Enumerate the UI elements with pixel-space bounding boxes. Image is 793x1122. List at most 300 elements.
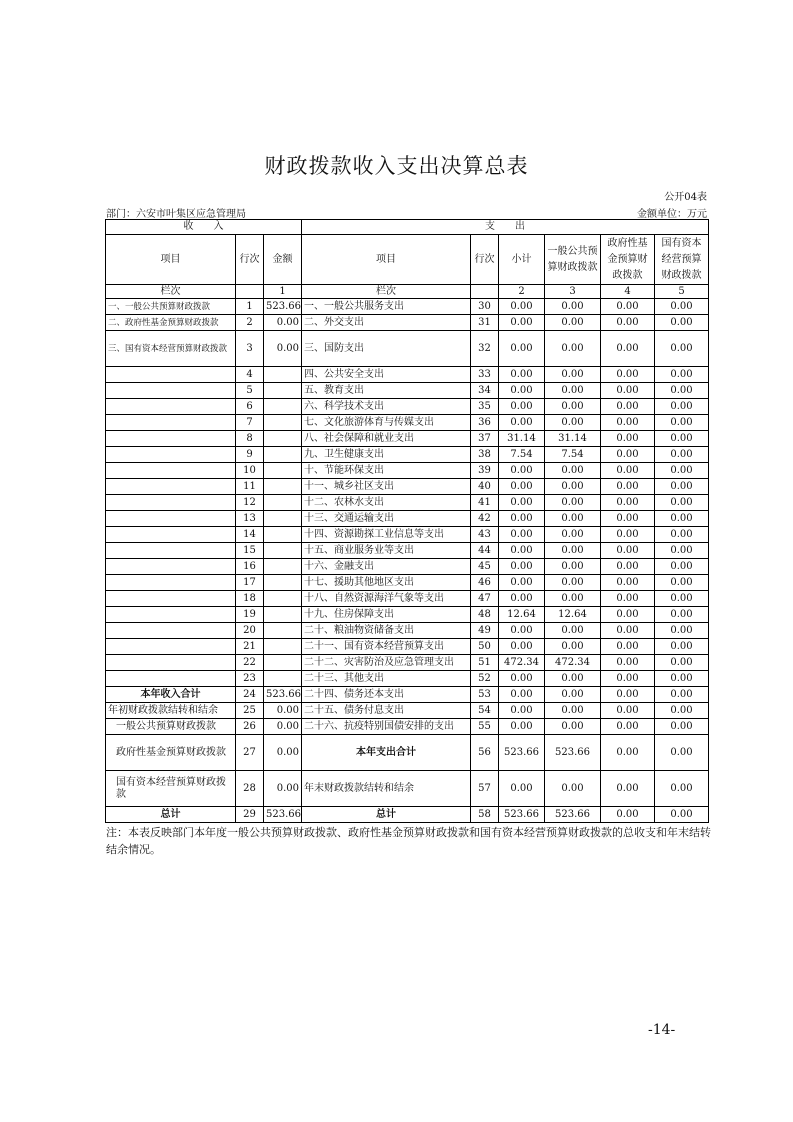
expense-item: 十二、农林水支出 xyxy=(302,495,471,511)
gov-fund-value: 0.00 xyxy=(601,703,655,719)
table-row xyxy=(106,479,709,495)
state-capital-value: 0.00 xyxy=(655,575,709,591)
expense-line-no: 41 xyxy=(471,495,499,511)
income-item-header: 项目 xyxy=(106,235,236,285)
income-item xyxy=(106,655,236,671)
income-column-row-label: 栏次 xyxy=(106,285,236,299)
expense-line-no: 54 xyxy=(471,703,499,719)
general-budget-value: 472.34 xyxy=(545,655,601,671)
table-row xyxy=(106,735,709,771)
income-item: 国有资本经营预算财政拨款 xyxy=(106,771,236,807)
table-row xyxy=(106,431,709,447)
table-row xyxy=(106,511,709,527)
gov-fund-value: 0.00 xyxy=(601,719,655,735)
income-line-no: 28 xyxy=(236,771,264,807)
expense-line-no: 44 xyxy=(471,543,499,559)
income-amount xyxy=(264,511,302,527)
gov-fund-value: 0.00 xyxy=(601,575,655,591)
table-row xyxy=(106,771,709,807)
general-budget-value: 0.00 xyxy=(545,331,601,367)
state-capital-value: 0.00 xyxy=(655,463,709,479)
income-line-no: 15 xyxy=(236,543,264,559)
expense-line-no: 33 xyxy=(471,367,499,383)
expense-item: 十六、金融支出 xyxy=(302,559,471,575)
income-amount xyxy=(264,479,302,495)
income-amount xyxy=(264,431,302,447)
column-number: 4 xyxy=(601,285,655,299)
subtotal-value: 0.00 xyxy=(499,479,545,495)
gov-fund-value: 0.00 xyxy=(601,771,655,807)
gov-fund-value: 0.00 xyxy=(601,511,655,527)
subtotal-value: 523.66 xyxy=(499,735,545,771)
expense-item: 十、节能环保支出 xyxy=(302,463,471,479)
income-item xyxy=(106,367,236,383)
income-item xyxy=(106,575,236,591)
table-row xyxy=(106,543,709,559)
subtotal-value: 12.64 xyxy=(499,607,545,623)
expense-line-no: 39 xyxy=(471,463,499,479)
expense-item-header: 项目 xyxy=(302,235,471,285)
income-line-no: 24 xyxy=(236,687,264,703)
income-line-no: 17 xyxy=(236,575,264,591)
income-line-no: 1 xyxy=(236,299,264,315)
income-amount xyxy=(264,655,302,671)
gov-fund-value: 0.00 xyxy=(601,479,655,495)
expense-line-no: 46 xyxy=(471,575,499,591)
state-capital-value: 0.00 xyxy=(655,447,709,463)
income-line-no: 7 xyxy=(236,415,264,431)
subtotal-value: 0.00 xyxy=(499,331,545,367)
state-capital-value: 0.00 xyxy=(655,735,709,771)
general-budget-value: 523.66 xyxy=(545,735,601,771)
expense-line-no: 35 xyxy=(471,399,499,415)
gov-fund-value: 0.00 xyxy=(601,463,655,479)
table-row xyxy=(106,399,709,415)
income-item xyxy=(106,383,236,399)
gov-fund-value: 0.00 xyxy=(601,331,655,367)
income-amount xyxy=(264,607,302,623)
expense-item: 二十五、债务付息支出 xyxy=(302,703,471,719)
expense-item: 九、卫生健康支出 xyxy=(302,447,471,463)
expense-item: 二十三、其他支出 xyxy=(302,671,471,687)
table-row xyxy=(106,463,709,479)
subtotal-value: 0.00 xyxy=(499,543,545,559)
general-budget-value: 0.00 xyxy=(545,383,601,399)
gov-fund-value: 0.00 xyxy=(601,543,655,559)
expense-header: 支 出 xyxy=(302,220,709,235)
general-budget-value: 0.00 xyxy=(545,703,601,719)
income-item xyxy=(106,415,236,431)
general-budget-value: 0.00 xyxy=(545,575,601,591)
state-capital-value: 0.00 xyxy=(655,367,709,383)
income-line-no: 13 xyxy=(236,511,264,527)
income-line-no: 21 xyxy=(236,639,264,655)
general-budget-value: 0.00 xyxy=(545,479,601,495)
expense-line-no: 57 xyxy=(471,771,499,807)
gov-fund-value: 0.00 xyxy=(601,639,655,655)
subtotal-value: 0.00 xyxy=(499,511,545,527)
income-amount xyxy=(264,527,302,543)
form-number: 公开04表 xyxy=(664,192,707,203)
state-capital-value: 0.00 xyxy=(655,511,709,527)
expense-item: 二十六、抗疫特别国债安排的支出 xyxy=(302,719,471,735)
expense-item: 十五、商业服务业等支出 xyxy=(302,543,471,559)
income-amount xyxy=(264,591,302,607)
subtotal-value: 0.00 xyxy=(499,719,545,735)
expense-item: 二十二、灾害防治及应急管理支出 xyxy=(302,655,471,671)
gov-fund-value: 0.00 xyxy=(601,655,655,671)
gov-fund-value: 0.00 xyxy=(601,527,655,543)
expense-item: 总计 xyxy=(302,807,471,823)
general-budget-value: 12.64 xyxy=(545,607,601,623)
state-capital-value: 0.00 xyxy=(655,431,709,447)
income-amount xyxy=(264,495,302,511)
table-row xyxy=(106,687,709,703)
expense-line-no: 31 xyxy=(471,315,499,331)
gov-fund-value: 0.00 xyxy=(601,299,655,315)
gov-fund-value: 0.00 xyxy=(601,399,655,415)
expense-column-row-label: 栏次 xyxy=(302,285,471,299)
state-capital-value: 0.00 xyxy=(655,495,709,511)
table-row xyxy=(106,591,709,607)
table-row xyxy=(106,367,709,383)
gov-fund-value: 0.00 xyxy=(601,415,655,431)
state-capital-value: 0.00 xyxy=(655,299,709,315)
income-item xyxy=(106,623,236,639)
expense-line-no: 36 xyxy=(471,415,499,431)
subtotal-value: 0.00 xyxy=(499,575,545,591)
general-budget-value: 0.00 xyxy=(545,367,601,383)
subtotal-value: 0.00 xyxy=(499,771,545,807)
income-item xyxy=(106,559,236,575)
income-line-no: 12 xyxy=(236,495,264,511)
state-capital-value: 0.00 xyxy=(655,807,709,823)
state-capital-value: 0.00 xyxy=(655,559,709,575)
income-item xyxy=(106,447,236,463)
general-budget-value: 0.00 xyxy=(545,495,601,511)
expense-item: 二、外交支出 xyxy=(302,315,471,331)
subtotal-value: 0.00 xyxy=(499,591,545,607)
column-number: 2 xyxy=(499,285,545,299)
income-line-no: 2 xyxy=(236,315,264,331)
general-budget-value: 523.66 xyxy=(545,807,601,823)
subtotal-value: 472.34 xyxy=(499,655,545,671)
expense-item: 本年支出合计 xyxy=(302,735,471,771)
general-budget-value: 0.00 xyxy=(545,463,601,479)
subtotal-value: 31.14 xyxy=(499,431,545,447)
income-item xyxy=(106,639,236,655)
income-item xyxy=(106,431,236,447)
income-item xyxy=(106,479,236,495)
general-budget-value: 7.54 xyxy=(545,447,601,463)
expense-item: 六、科学技术支出 xyxy=(302,399,471,415)
table-row xyxy=(106,527,709,543)
general-budget-value: 0.00 xyxy=(545,719,601,735)
gov-fund-value: 0.00 xyxy=(601,591,655,607)
income-line-no: 3 xyxy=(236,331,264,367)
income-line-no: 22 xyxy=(236,655,264,671)
table-row xyxy=(106,559,709,575)
expense-item: 年末财政拨款结转和结余 xyxy=(302,771,471,807)
column-number: 3 xyxy=(545,285,601,299)
subtotal-value: 0.00 xyxy=(499,367,545,383)
expense-line-no: 56 xyxy=(471,735,499,771)
subtotal-value: 0.00 xyxy=(499,383,545,399)
general-budget-value: 0.00 xyxy=(545,623,601,639)
state-capital-value: 0.00 xyxy=(655,623,709,639)
income-item xyxy=(106,527,236,543)
subtotal-value: 0.00 xyxy=(499,463,545,479)
income-line-no: 8 xyxy=(236,431,264,447)
state-capital-value: 0.00 xyxy=(655,543,709,559)
general-budget-value: 0.00 xyxy=(545,771,601,807)
gov-fund-value: 0.00 xyxy=(601,315,655,331)
subtotal-value: 0.00 xyxy=(499,559,545,575)
state-capital-value: 0.00 xyxy=(655,687,709,703)
general-budget-header: 一般公共预算财政拨款 xyxy=(545,235,601,285)
expense-line-no: 51 xyxy=(471,655,499,671)
general-budget-value: 0.00 xyxy=(545,527,601,543)
expense-item: 二十一、国有资本经营预算支出 xyxy=(302,639,471,655)
subtotal-value: 7.54 xyxy=(499,447,545,463)
income-amount: 0.00 xyxy=(264,331,302,367)
gov-fund-value: 0.00 xyxy=(601,495,655,511)
income-amount: 0.00 xyxy=(264,315,302,331)
expense-line-no: 43 xyxy=(471,527,499,543)
expense-item: 十九、住房保障支出 xyxy=(302,607,471,623)
subtotal-value: 0.00 xyxy=(499,671,545,687)
income-header: 收 入 xyxy=(106,220,302,235)
expense-item: 一、一般公共服务支出 xyxy=(302,299,471,315)
expense-line-no: 47 xyxy=(471,591,499,607)
page-number: -14- xyxy=(648,1022,676,1038)
table-row xyxy=(106,623,709,639)
table-row xyxy=(106,331,709,367)
state-capital-value: 0.00 xyxy=(655,331,709,367)
expense-line-no: 48 xyxy=(471,607,499,623)
income-item xyxy=(106,463,236,479)
state-capital-value: 0.00 xyxy=(655,479,709,495)
expense-line-no: 30 xyxy=(471,299,499,315)
state-capital-value: 0.00 xyxy=(655,703,709,719)
subtotal-value: 0.00 xyxy=(499,623,545,639)
expense-line-no: 45 xyxy=(471,559,499,575)
state-capital-value: 0.00 xyxy=(655,415,709,431)
income-line-no: 19 xyxy=(236,607,264,623)
table-row xyxy=(106,415,709,431)
subtotal-value: 0.00 xyxy=(499,299,545,315)
income-amount-header: 金额 xyxy=(264,235,302,285)
income-amount xyxy=(264,399,302,415)
income-line-no: 27 xyxy=(236,735,264,771)
income-amount xyxy=(264,623,302,639)
general-budget-value: 0.00 xyxy=(545,687,601,703)
column-number: 1 xyxy=(264,285,302,299)
income-amount: 0.00 xyxy=(264,719,302,735)
income-line-no: 9 xyxy=(236,447,264,463)
income-line-no: 29 xyxy=(236,807,264,823)
income-item xyxy=(106,591,236,607)
subtotal-value: 0.00 xyxy=(499,527,545,543)
expense-line-no: 52 xyxy=(471,671,499,687)
gov-fund-value: 0.00 xyxy=(601,559,655,575)
state-capital-value: 0.00 xyxy=(655,399,709,415)
gov-fund-value: 0.00 xyxy=(601,807,655,823)
general-budget-value: 0.00 xyxy=(545,299,601,315)
income-line-no: 25 xyxy=(236,703,264,719)
income-line-no: 16 xyxy=(236,559,264,575)
general-budget-value: 0.00 xyxy=(545,559,601,575)
income-line-no: 14 xyxy=(236,527,264,543)
income-line-no: 5 xyxy=(236,383,264,399)
gov-fund-value: 0.00 xyxy=(601,623,655,639)
subtotal-value: 0.00 xyxy=(499,703,545,719)
expense-item: 十四、资源勘探工业信息等支出 xyxy=(302,527,471,543)
income-item: 总计 xyxy=(106,807,236,823)
table-row xyxy=(106,495,709,511)
expense-item: 十八、自然资源海洋气象等支出 xyxy=(302,591,471,607)
gov-fund-header: 政府性基金预算财政拨款 xyxy=(601,235,655,285)
subtotal-value: 0.00 xyxy=(499,639,545,655)
table-row xyxy=(106,299,709,315)
fiscal-allocation-table xyxy=(105,219,709,823)
state-capital-value: 0.00 xyxy=(655,771,709,807)
income-item: 政府性基金预算财政拨款 xyxy=(106,735,236,771)
expense-line-no: 37 xyxy=(471,431,499,447)
subtotal-header: 小计 xyxy=(499,235,545,285)
expense-line-no: 32 xyxy=(471,331,499,367)
expense-item: 四、公共安全支出 xyxy=(302,367,471,383)
general-budget-value: 0.00 xyxy=(545,399,601,415)
expense-line-no: 50 xyxy=(471,639,499,655)
income-line-no: 10 xyxy=(236,463,264,479)
amount-unit-label: 金额单位：万元 xyxy=(637,209,707,220)
table-row xyxy=(106,639,709,655)
income-amount xyxy=(264,383,302,399)
gov-fund-value: 0.00 xyxy=(601,431,655,447)
expense-line-no: 58 xyxy=(471,807,499,823)
income-line-no: 23 xyxy=(236,671,264,687)
gov-fund-value: 0.00 xyxy=(601,607,655,623)
state-capital-value: 0.00 xyxy=(655,591,709,607)
department-label: 部门：六安市叶集区应急管理局 xyxy=(106,209,246,220)
subtotal-value: 0.00 xyxy=(499,399,545,415)
state-capital-value: 0.00 xyxy=(655,719,709,735)
income-line-no: 11 xyxy=(236,479,264,495)
state-capital-value: 0.00 xyxy=(655,607,709,623)
expense-line-no: 40 xyxy=(471,479,499,495)
table-row xyxy=(106,807,709,823)
income-item xyxy=(106,511,236,527)
table-row xyxy=(106,447,709,463)
income-amount: 0.00 xyxy=(264,703,302,719)
expense-item: 八、社会保障和就业支出 xyxy=(302,431,471,447)
income-amount xyxy=(264,575,302,591)
expense-line-no: 42 xyxy=(471,511,499,527)
income-line-no: 18 xyxy=(236,591,264,607)
subtotal-value: 0.00 xyxy=(499,415,545,431)
expense-line-no: 49 xyxy=(471,623,499,639)
income-item xyxy=(106,607,236,623)
income-amount xyxy=(264,415,302,431)
income-item: 一般公共预算财政拨款 xyxy=(106,719,236,735)
expense-item: 二十四、债务还本支出 xyxy=(302,687,471,703)
income-item: 三、国有资本经营预算财政拨款 xyxy=(106,331,236,367)
income-line-no: 26 xyxy=(236,719,264,735)
expense-item: 十一、城乡社区支出 xyxy=(302,479,471,495)
income-amount xyxy=(264,671,302,687)
income-line-no: 4 xyxy=(236,367,264,383)
general-budget-value: 0.00 xyxy=(545,415,601,431)
income-line-no: 6 xyxy=(236,399,264,415)
income-item xyxy=(106,399,236,415)
income-amount: 0.00 xyxy=(264,771,302,807)
expense-item: 二十、粮油物资储备支出 xyxy=(302,623,471,639)
income-amount xyxy=(264,463,302,479)
state-capital-value: 0.00 xyxy=(655,639,709,655)
income-item: 一、一般公共预算财政拨款 xyxy=(106,299,236,315)
gov-fund-value: 0.00 xyxy=(601,447,655,463)
gov-fund-value: 0.00 xyxy=(601,671,655,687)
income-line-no: 20 xyxy=(236,623,264,639)
general-budget-value: 31.14 xyxy=(545,431,601,447)
income-amount: 523.66 xyxy=(264,687,302,703)
general-budget-value: 0.00 xyxy=(545,543,601,559)
table-note: 注：本表反映部门本年度一般公共预算财政拨款、政府性基金预算财政拨款和国有资本经营预算财政拨款的总收支和年末结转结余情况。 xyxy=(106,826,711,856)
income-item: 本年收入合计 xyxy=(106,687,236,703)
gov-fund-value: 0.00 xyxy=(601,687,655,703)
income-line-header: 行次 xyxy=(236,235,264,285)
column-number: 5 xyxy=(655,285,709,299)
gov-fund-value: 0.00 xyxy=(601,735,655,771)
state-capital-value: 0.00 xyxy=(655,315,709,331)
table-row xyxy=(106,575,709,591)
income-amount xyxy=(264,639,302,655)
general-budget-value: 0.00 xyxy=(545,639,601,655)
general-budget-value: 0.00 xyxy=(545,591,601,607)
gov-fund-value: 0.00 xyxy=(601,383,655,399)
expense-line-no: 55 xyxy=(471,719,499,735)
income-amount: 523.66 xyxy=(264,807,302,823)
subtotal-value: 0.00 xyxy=(499,495,545,511)
expense-line-no: 53 xyxy=(471,687,499,703)
table-row xyxy=(106,607,709,623)
income-amount xyxy=(264,559,302,575)
table-row xyxy=(106,719,709,735)
income-amount: 523.66 xyxy=(264,299,302,315)
general-budget-value: 0.00 xyxy=(545,511,601,527)
income-amount xyxy=(264,447,302,463)
state-capital-value: 0.00 xyxy=(655,383,709,399)
income-item xyxy=(106,495,236,511)
state-capital-value: 0.00 xyxy=(655,671,709,687)
expense-line-no: 34 xyxy=(471,383,499,399)
table-row xyxy=(106,671,709,687)
table-row xyxy=(106,383,709,399)
expense-line-header: 行次 xyxy=(471,235,499,285)
table-row xyxy=(106,315,709,331)
income-amount xyxy=(264,367,302,383)
income-item: 二、政府性基金预算财政拨款 xyxy=(106,315,236,331)
state-capital-value: 0.00 xyxy=(655,655,709,671)
subtotal-value: 0.00 xyxy=(499,687,545,703)
state-capital-header: 国有资本经营预算财政拨款 xyxy=(655,235,709,285)
general-budget-value: 0.00 xyxy=(545,671,601,687)
expense-item: 三、国防支出 xyxy=(302,331,471,367)
expense-item: 七、文化旅游体育与传媒支出 xyxy=(302,415,471,431)
general-budget-value: 0.00 xyxy=(545,315,601,331)
income-item xyxy=(106,543,236,559)
